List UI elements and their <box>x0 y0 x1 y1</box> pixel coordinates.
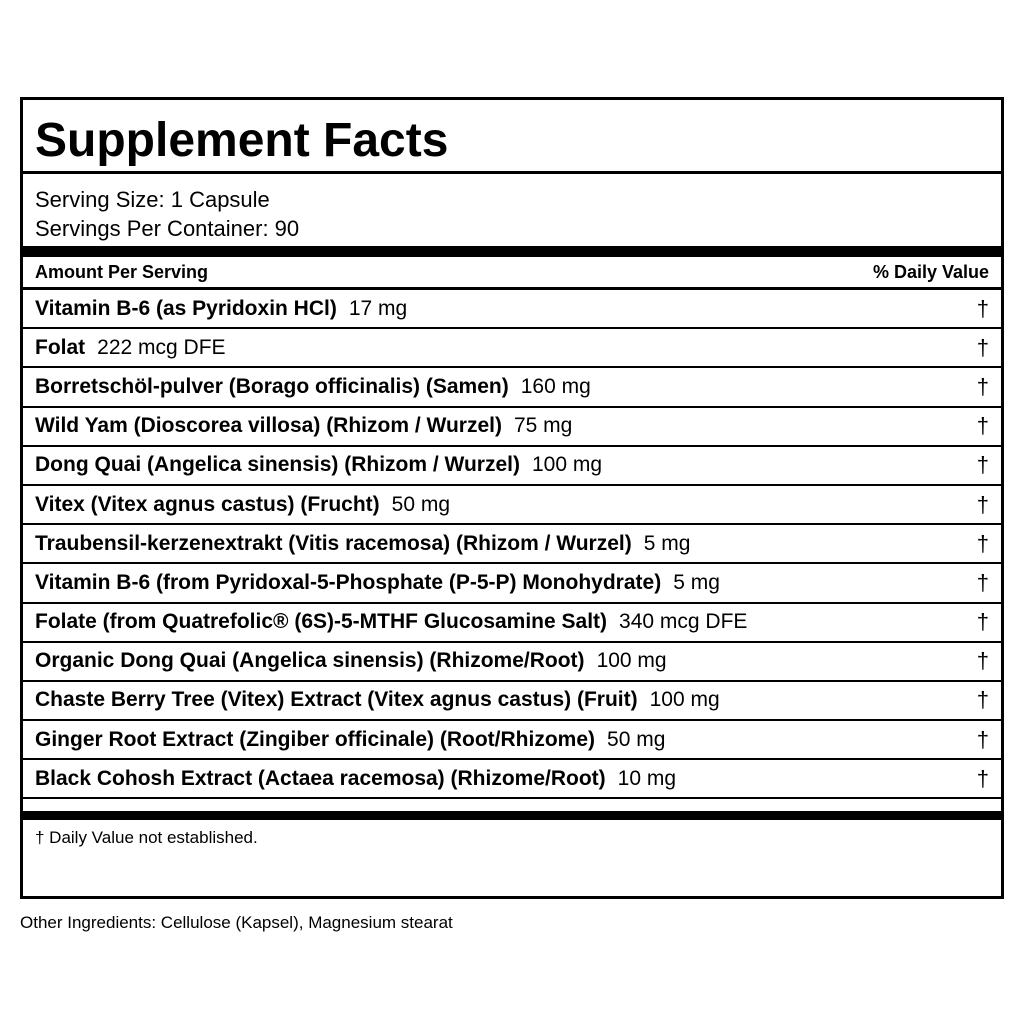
ingredient-amount: 10 mg <box>617 766 677 790</box>
thick-divider-bottom <box>23 811 1001 820</box>
ingredient-name: Black Cohosh Extract (Actaea racemosa) (Rhizome/Root) <box>35 766 606 790</box>
ingredient-amount: 17 mg <box>348 296 408 320</box>
daily-value-mark: † <box>976 491 989 517</box>
daily-value-mark: † <box>976 648 989 674</box>
spacer-row <box>23 799 1001 811</box>
ingredient-cell <box>35 728 665 752</box>
ingredient-name: Folat <box>35 335 86 359</box>
daily-value-mark: † <box>976 530 989 556</box>
table-row <box>23 525 1001 564</box>
daily-value-mark: † <box>976 452 989 478</box>
other-ingredients: Other Ingredients: Cellulose (Kapsel), Magnesium stearat <box>20 913 453 932</box>
ingredient-cell <box>35 610 747 634</box>
table-row <box>23 721 1001 760</box>
thick-divider <box>23 246 1001 257</box>
table-row <box>23 564 1001 603</box>
ingredient-amount: 50 mg <box>607 727 666 751</box>
ingredient-amount: 100 mg <box>532 453 603 477</box>
ingredient-cell <box>35 767 676 791</box>
ingredient-cell <box>35 532 690 556</box>
ingredient-cell <box>35 336 226 360</box>
servings-per-container: Servings Per Container: 90 <box>35 216 300 241</box>
ingredient-name: Folate (from Quatrefolic® (6S)-5-MTHF Glucosamine Salt) <box>35 610 608 634</box>
daily-value-mark: † <box>976 373 989 399</box>
ingredient-name: Dong Quai (Angelica sinensis) (Rhizom / Wurzel) <box>35 453 520 477</box>
daily-value-mark: † <box>976 687 989 713</box>
ingredient-amount: 5 mg <box>673 570 720 594</box>
ingredient-name: Chaste Berry Tree (Vitex) Extract (Vitex agnus castus) (Fruit) <box>35 688 638 712</box>
ingredient-cell <box>35 414 572 438</box>
daily-value-mark: † <box>976 765 989 791</box>
daily-value-header: % Daily Value <box>872 261 989 282</box>
serving-size: Serving Size: 1 Capsule <box>35 187 270 212</box>
ingredient-cell <box>35 688 720 712</box>
ingredient-amount: 100 mg <box>649 688 720 712</box>
table-row <box>23 643 1001 682</box>
table-row <box>23 760 1001 799</box>
ingredient-name: Vitamin B-6 (as Pyridoxin HCl) <box>35 296 337 320</box>
ingredient-amount: 340 mcg DFE <box>619 610 748 634</box>
table-row <box>23 604 1001 643</box>
table-row <box>23 368 1001 407</box>
daily-value-mark: † <box>976 334 989 360</box>
ingredient-amount: 50 mg <box>391 492 451 516</box>
table-row <box>23 329 1001 368</box>
daily-value-mark: † <box>976 295 989 321</box>
table-row <box>23 290 1001 329</box>
ingredient-name: Organic Dong Quai (Angelica sinensis) (Rhizome/Root) <box>35 649 585 673</box>
ingredient-name: Ginger Root Extract (Zingiber officinale) (Root/Rhizome) <box>35 727 596 751</box>
table-row <box>23 486 1001 525</box>
ingredient-name: Wild Yam (Dioscorea villosa) (Rhizom / Wurzel) <box>35 414 502 438</box>
ingredient-amount: 75 mg <box>513 414 573 438</box>
column-header <box>23 257 1001 290</box>
ingredient-list <box>23 290 1001 799</box>
ingredient-cell <box>35 649 667 673</box>
ingredient-cell <box>35 375 591 399</box>
amount-per-serving-header: Amount Per Serving <box>35 261 209 282</box>
ingredient-name: Traubensil-kerzenextrakt (Vitis racemosa) (Rhizom / Wurzel) <box>35 531 632 555</box>
daily-value-mark: † <box>976 726 989 752</box>
page-title: Supplement Facts <box>23 100 1001 174</box>
footnote: † Daily Value not established. <box>35 828 258 848</box>
ingredient-amount: 5 mg <box>643 531 691 555</box>
ingredient-name: Vitex (Vitex agnus castus) (Frucht) <box>35 492 380 516</box>
ingredient-name: Borretschöl-pulver (Borago officinalis) (Samen) <box>35 374 509 398</box>
table-row <box>23 408 1001 447</box>
ingredient-amount: 100 mg <box>596 649 667 673</box>
ingredient-amount: 222 mcg DFE <box>97 335 226 359</box>
ingredient-cell <box>35 453 602 477</box>
table-row <box>23 447 1001 486</box>
ingredient-cell <box>35 297 407 321</box>
table-row <box>23 682 1001 721</box>
daily-value-mark: † <box>976 569 989 595</box>
daily-value-mark: † <box>976 609 989 635</box>
ingredient-amount: 160 mg <box>520 374 591 398</box>
ingredient-name: Vitamin B-6 (from Pyridoxal-5-Phosphate (P-5-P) Monohydrate) <box>35 570 662 594</box>
ingredient-cell <box>35 571 720 595</box>
serving-info <box>23 174 1001 246</box>
daily-value-mark: † <box>976 413 989 439</box>
supplement-facts-panel <box>20 97 1004 899</box>
ingredient-cell <box>35 493 450 517</box>
